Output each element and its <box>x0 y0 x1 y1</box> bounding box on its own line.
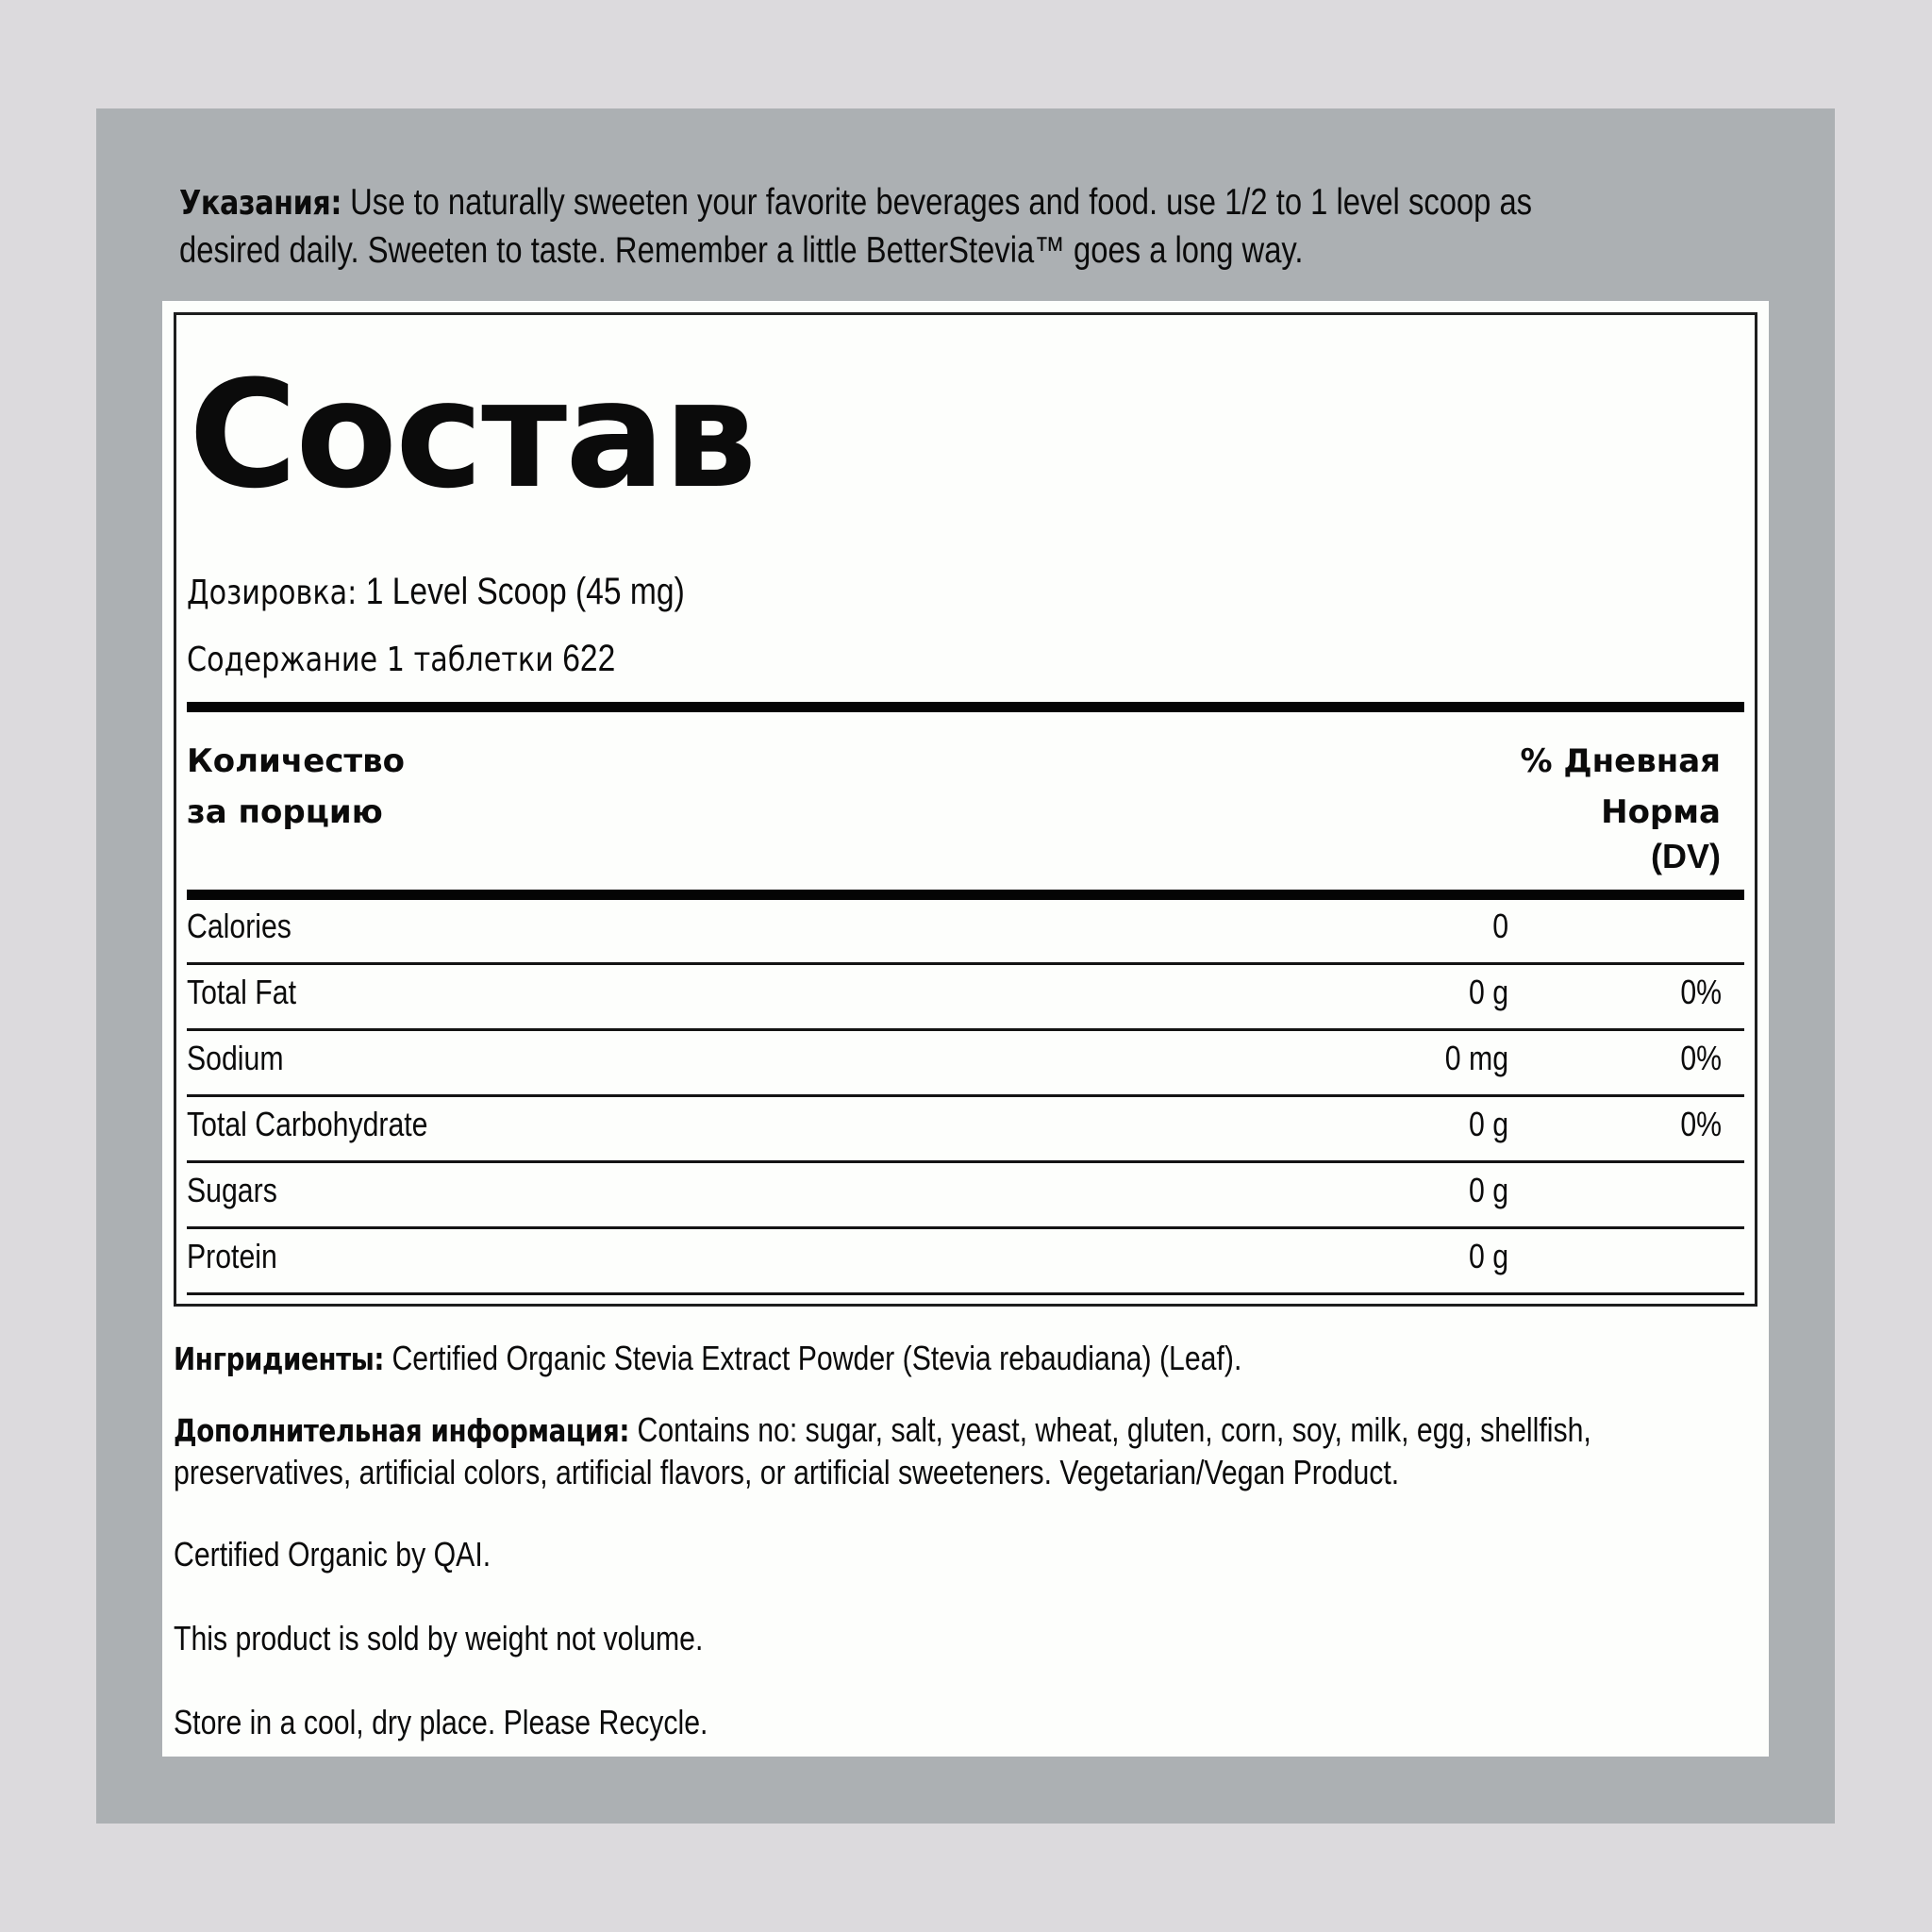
header-right-line-2: Норма <box>1601 793 1721 831</box>
nutrient-amount: 0 <box>1492 907 1508 945</box>
table-row <box>187 1228 1744 1294</box>
directions-line-1 <box>179 179 1532 227</box>
nutrition-table <box>187 900 1744 1294</box>
thick-divider <box>187 890 1744 900</box>
header-right-line-1: % Дневная <box>1520 742 1721 780</box>
additional-info-text-1: Contains no: sugar, salt, yeast, wheat, gluten, corn, soy, milk, egg, shellfish, <box>637 1410 1591 1449</box>
ingredients-text: Certified Organic Stevia Extract Powder (Stevia rebaudiana) (Leaf). <box>391 1339 1242 1377</box>
nutrient-dv: 0% <box>1680 1105 1722 1143</box>
additional-info-line-1 <box>174 1409 1591 1452</box>
table-row <box>187 1096 1744 1162</box>
servings-value: 622 <box>562 638 616 679</box>
ingredients-section <box>174 1338 1241 1380</box>
servings-label: Содержание 1 таблетки <box>187 641 554 679</box>
nutrient-amount: 0 g <box>1468 1237 1508 1275</box>
directions-text-1: Use to naturally sweeten your favorite beverages and food. use 1/2 to 1 level scoop as <box>350 182 1533 223</box>
daily-value-header <box>1520 736 1721 875</box>
nutrient-name: Protein <box>187 1237 277 1275</box>
nutrient-amount: 0 g <box>1468 1105 1508 1143</box>
note-organic: Certified Organic by QAI. <box>174 1535 491 1574</box>
directions-label: Указания: <box>179 184 342 223</box>
header-left-line-2: за порцию <box>187 793 383 831</box>
note-weight: This product is sold by weight not volume. <box>174 1619 704 1657</box>
row-divider <box>187 1292 1744 1295</box>
additional-info-label: Дополнительная информация: <box>174 1412 630 1449</box>
serving-size-value: 1 Level Scoop (45 mg) <box>365 571 685 612</box>
nutrient-name: Sugars <box>187 1171 277 1209</box>
header-right-line-3: (DV) <box>1651 837 1721 875</box>
nutrient-dv: 0% <box>1680 973 1722 1011</box>
nutrient-amount: 0 mg <box>1444 1039 1508 1077</box>
nutrient-amount: 0 g <box>1468 973 1508 1011</box>
nutrient-name: Total Carbohydrate <box>187 1105 428 1143</box>
note-storage: Store in a cool, dry place. Please Recycle. <box>174 1703 708 1741</box>
serving-size-label: Дозировка: <box>187 574 358 612</box>
nutrient-name: Total Fat <box>187 973 296 1011</box>
ingredients-label: Ингридиенты: <box>174 1341 385 1377</box>
thick-divider <box>187 702 1744 712</box>
table-row <box>187 964 1744 1030</box>
nutrient-name: Sodium <box>187 1039 284 1077</box>
table-row <box>187 1030 1744 1096</box>
amount-per-serving-header <box>187 736 405 838</box>
additional-info-section <box>174 1409 1591 1493</box>
nutrient-name: Calories <box>187 907 291 945</box>
nutrient-dv: 0% <box>1680 1039 1722 1077</box>
facts-title: Состав <box>189 349 756 522</box>
serving-size <box>187 569 685 616</box>
directions-line-2: desired daily. Sweeten to taste. Remember a little BetterStevia™ goes a long way. <box>179 230 1304 271</box>
directions-section <box>179 179 1532 275</box>
nutrient-amount: 0 g <box>1468 1171 1508 1209</box>
header-left-line-1: Количество <box>187 742 406 780</box>
servings-per-container <box>187 636 615 683</box>
table-row <box>187 900 1744 964</box>
table-row <box>187 1162 1744 1228</box>
additional-info-line-2: preservatives, artificial colors, artificial flavors, or artificial sweeteners. Vegetarian/Vegan Product. <box>174 1453 1400 1491</box>
